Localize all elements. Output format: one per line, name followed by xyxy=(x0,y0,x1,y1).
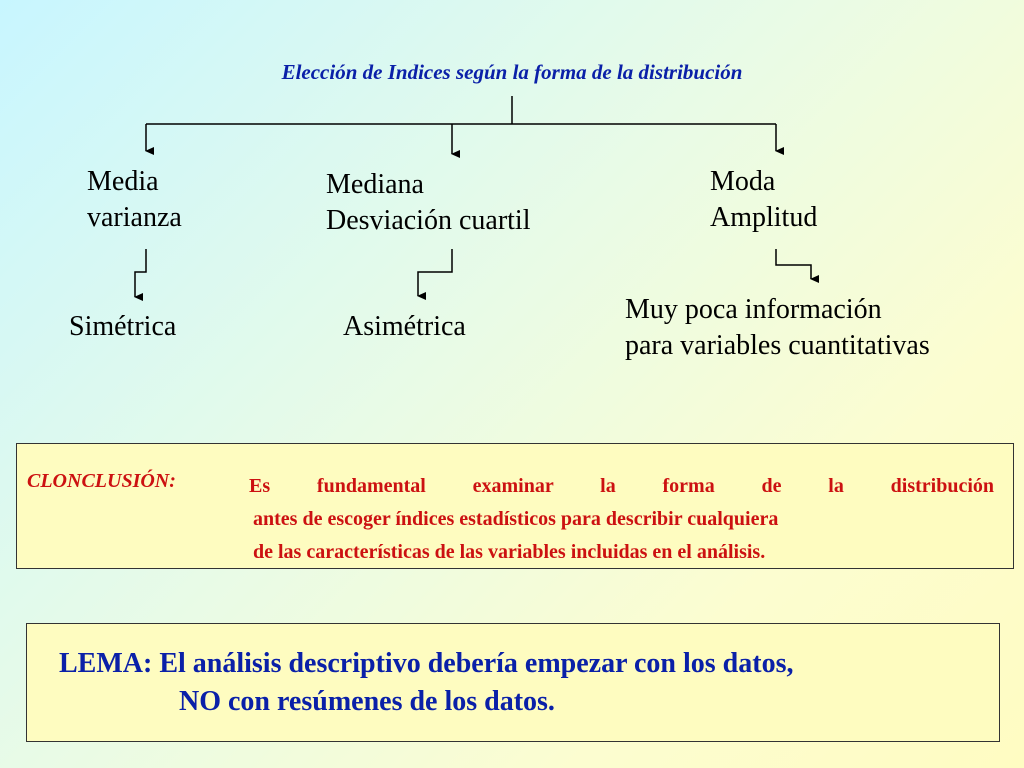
lema-line: LEMA: El análisis descriptivo debería empezar con los datos, xyxy=(59,648,794,679)
arrow-to-simetrica xyxy=(135,249,146,297)
conclusion-label: CLONCLUSIÓN: xyxy=(27,470,176,492)
node-line: varianza xyxy=(87,202,182,233)
result-poca-informacion xyxy=(625,292,930,364)
result-simetrica xyxy=(69,309,176,345)
result-line: Muy poca información xyxy=(625,294,882,325)
slide-title: Elección de Indices según la forma de la distribución xyxy=(281,60,743,84)
conclusion-text xyxy=(249,470,994,569)
conclusion-box xyxy=(16,443,1014,569)
arrow-to-asimetrica xyxy=(418,249,452,296)
result-line: para variables cuantitativas xyxy=(625,330,930,361)
result-line: Simétrica xyxy=(69,311,177,342)
node-line: Amplitud xyxy=(710,202,818,233)
conclusion-line: Es fundamental examinar la forma de la distribución xyxy=(249,475,994,497)
node-line: Desviación cuartil xyxy=(326,205,531,236)
node-mediana-desviacion xyxy=(326,167,530,239)
lema-line: NO con resúmenes de los datos. xyxy=(179,686,555,717)
node-line: Mediana xyxy=(326,169,424,200)
conclusion-line: de las características de las variables incluidas en el análisis. xyxy=(253,541,766,563)
node-line: Media xyxy=(87,166,159,197)
conclusion-line: antes de escoger índices estadísticos para describir cualquiera xyxy=(253,508,779,530)
node-line: Moda xyxy=(710,166,776,197)
node-moda-amplitud xyxy=(710,164,817,236)
node-media-varianza xyxy=(87,164,182,236)
result-line: Asimétrica xyxy=(343,311,466,342)
lema-box xyxy=(26,623,1000,742)
result-asimetrica xyxy=(343,309,466,345)
arrow-to-poca-info xyxy=(776,249,811,279)
